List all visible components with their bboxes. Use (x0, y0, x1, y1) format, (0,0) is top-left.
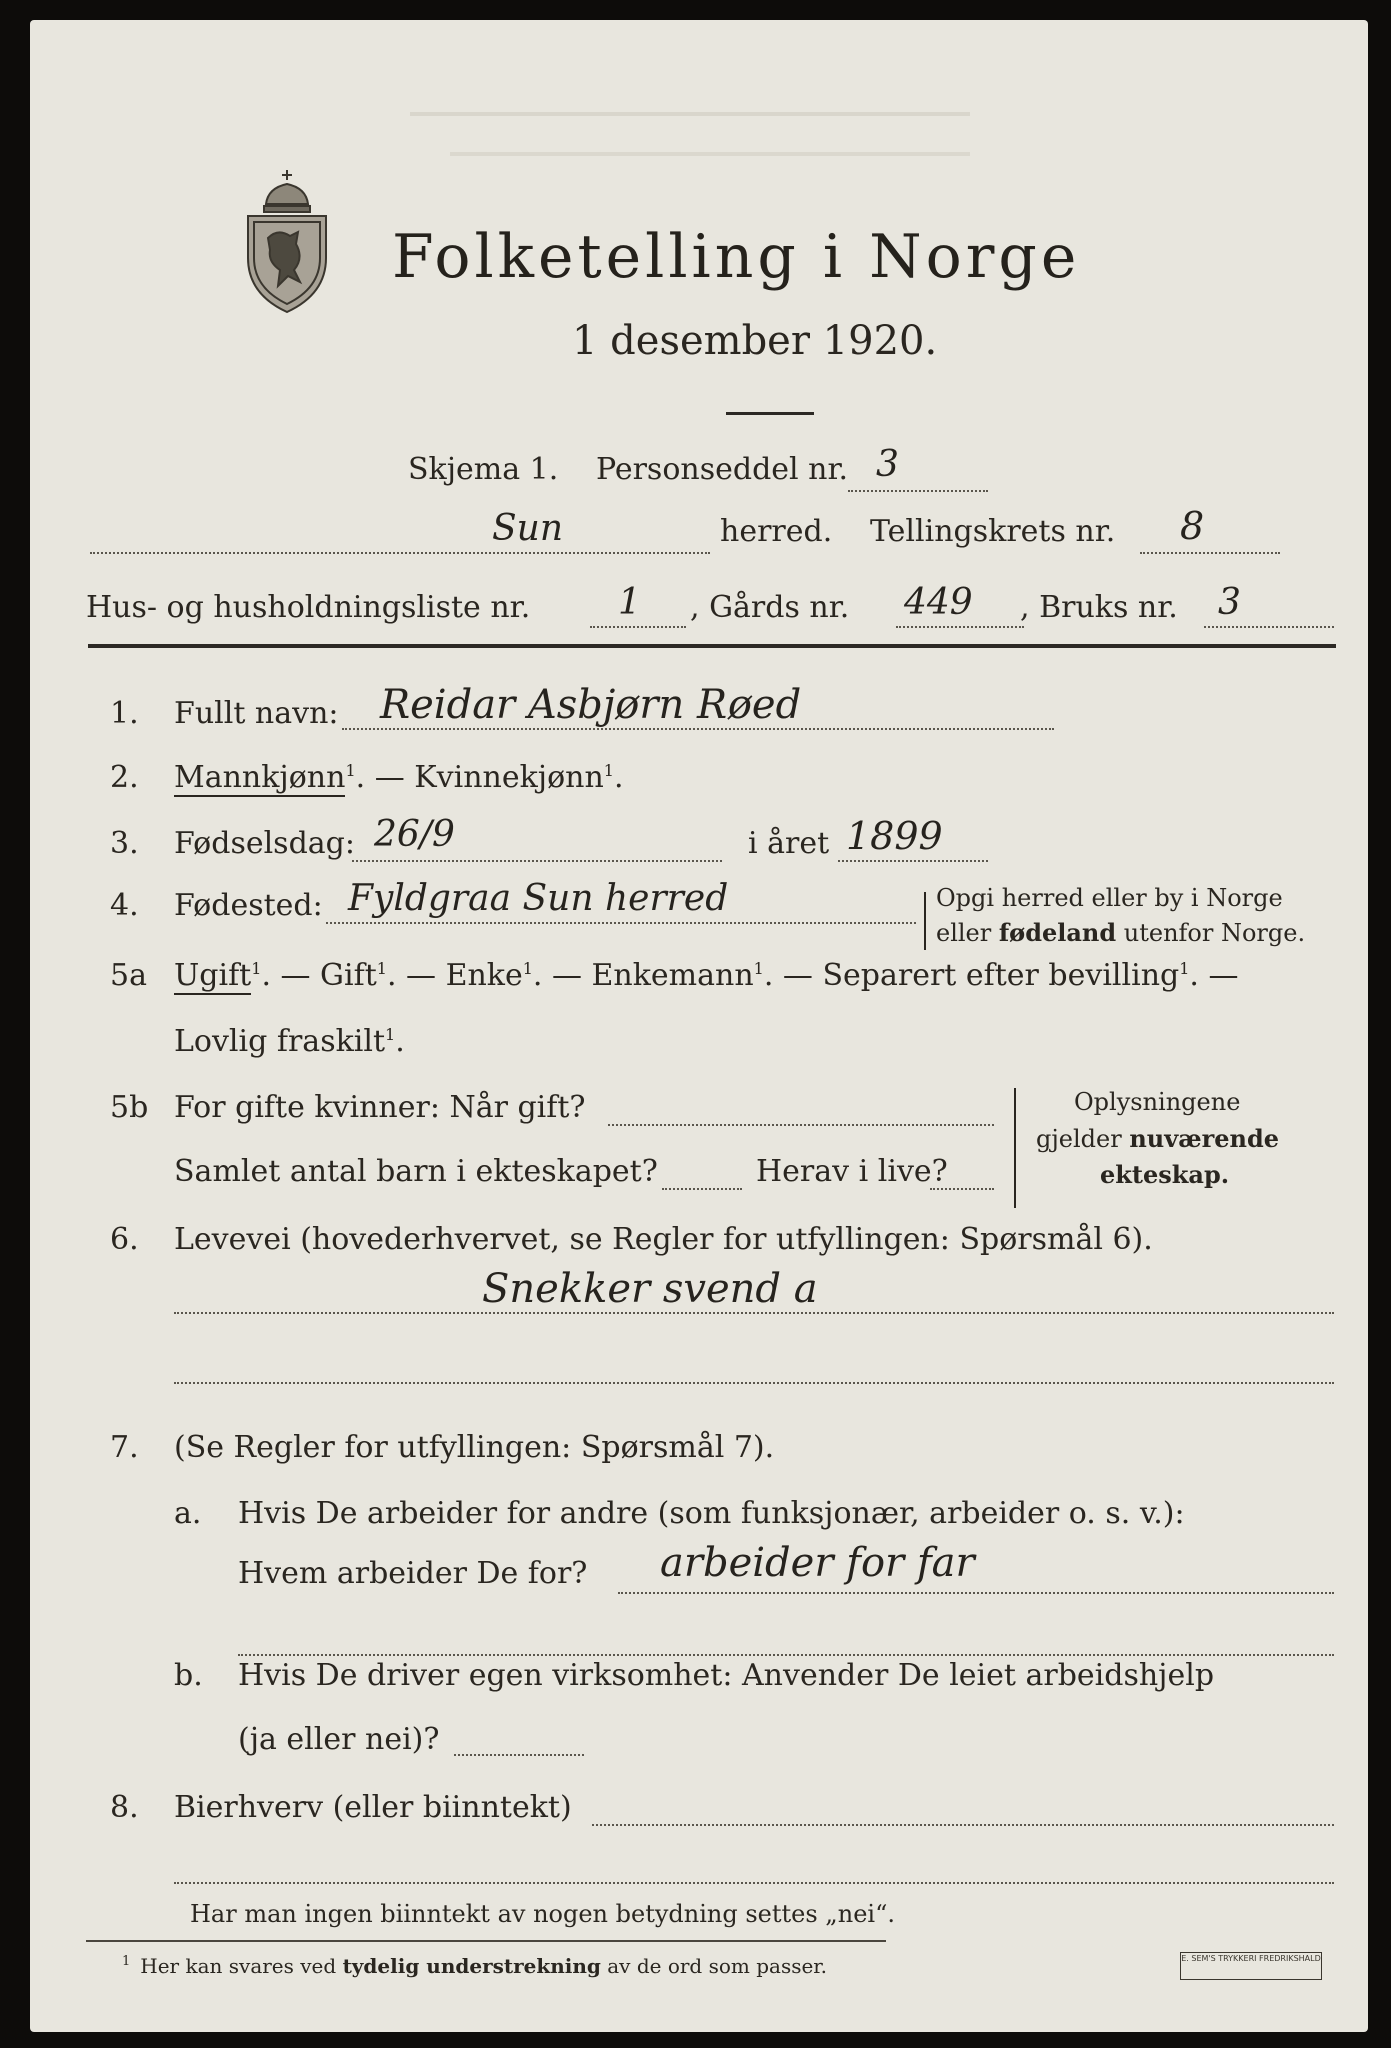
herred-value: Sun (492, 508, 564, 549)
bruks-label: , Bruks nr. (1020, 590, 1178, 625)
footnote-mark: 1 (522, 959, 533, 978)
header-rule (88, 644, 1336, 648)
q7a-question: Hvem arbeider De for? (238, 1556, 588, 1591)
q5b-note-1: Oplysningene (1074, 1088, 1241, 1116)
personseddel-value: 3 (876, 444, 899, 485)
q5b-number: 5b (110, 1090, 149, 1125)
title-divider (726, 412, 814, 415)
alive-line (930, 1188, 994, 1190)
side-income-note: Har man ingen biinntekt av nogen betydning settes „nei“. (190, 1900, 895, 1928)
occupation-value: Snekker svend a (482, 1266, 818, 1312)
q7b-question: (ja eller nei)? (238, 1722, 440, 1757)
footnote-mark: 1 (345, 761, 356, 780)
option-separert[interactable]: Separert efter bevilling (822, 958, 1180, 993)
q6-label: Levevei (hovederhvervet, se Regler for utfyllingen: Spørsmål 6). (174, 1222, 1153, 1257)
brace (1014, 1088, 1026, 1208)
separator: . — (355, 760, 415, 795)
coat-of-arms-icon (238, 166, 336, 316)
footnote-mark: 1 (753, 959, 764, 978)
herred-line (90, 552, 710, 554)
footnote-mark: 1 (1179, 959, 1190, 978)
footnote-mark: 1 (376, 959, 387, 978)
gards-line (896, 626, 1024, 628)
bruks-value: 3 (1218, 582, 1241, 623)
q7b-letter: b. (174, 1658, 203, 1693)
footnote-mark: 1 (603, 761, 614, 780)
q1-line (342, 728, 1054, 730)
q5b-children: Samlet antal barn i ekteskapet? (174, 1154, 658, 1189)
separator: . (613, 760, 624, 795)
gards-value: 449 (904, 582, 973, 623)
employer-line (618, 1592, 1334, 1594)
census-form (30, 20, 1368, 2032)
brace (924, 892, 936, 950)
q2-gender-options (174, 760, 624, 795)
employer-value: arbeider for far (660, 1540, 975, 1586)
birthplace-note-1: Opgi herred eller by i Norge (936, 884, 1283, 912)
q8-number: 8. (110, 1790, 139, 1825)
option-gift[interactable]: Gift (320, 958, 377, 993)
q8-label: Bierhverv (eller biinntekt) (174, 1790, 572, 1825)
hired-help-line (454, 1754, 584, 1756)
q7-number: 7. (110, 1430, 139, 1465)
birthday-line (352, 860, 722, 862)
bleed-through-text (410, 112, 970, 116)
employer-line-2 (238, 1654, 1334, 1656)
birth-year-value: 1899 (846, 814, 943, 858)
form-title: Folketelling i Norge (392, 222, 1081, 292)
q5b-alive: Herav i live? (756, 1154, 948, 1189)
q2-number: 2. (110, 760, 139, 795)
printer-stamp: E. SEM'S TRYKKERI FREDRIKSHALD (1180, 1952, 1322, 1980)
q7b-text: Hvis De driver egen virksomhet: Anvender De leiet arbeidshjelp (238, 1658, 1215, 1693)
tellingskrets-value: 8 (1180, 504, 1205, 548)
hus-value: 1 (618, 582, 641, 623)
marital-status-options: Ugift$^1$. — Gift$^1$. — Enke$^1$. — Enkemann$^1$. — Separert efter bevilling$^1$. — (174, 958, 1239, 993)
tellingskrets-label: Tellingskrets nr. (870, 514, 1116, 549)
q7a-text: Hvis De arbeider for andre (som funksjonær, arbeider o. s. v.): (238, 1496, 1185, 1531)
year-line (838, 860, 988, 862)
occupation-line-2 (174, 1382, 1334, 1384)
side-income-line-2 (174, 1882, 1334, 1884)
census-date: 1 desember 1920. (572, 318, 938, 364)
skjema-label: Skjema 1. (408, 452, 559, 487)
hus-line (590, 626, 686, 628)
herred-label: herred. (720, 514, 833, 549)
occupation-line-1 (174, 1312, 1334, 1314)
q6-number: 6. (110, 1222, 139, 1257)
birthplace-line (326, 922, 916, 924)
q7-label: (Se Regler for utfyllingen: Spørsmål 7). (174, 1430, 775, 1465)
q4-number: 4. (110, 888, 139, 923)
footnote-rule (86, 1940, 886, 1942)
marital-status-options-2: Lovlig fraskilt$^1$. (174, 1024, 405, 1059)
footnote-mark: 1 (251, 959, 262, 978)
gards-label: , Gårds nr. (690, 590, 850, 625)
option-lovlig-fraskilt[interactable]: Lovlig fraskilt (174, 1024, 386, 1059)
footnote: $^1$ Her kan svares ved tydelig understrekning av de ord som passer. (122, 1954, 828, 1978)
bleed-through-text (450, 152, 970, 156)
q1-number: 1. (110, 696, 139, 731)
tellingskrets-line (1140, 552, 1280, 554)
q5b-married-when: For gifte kvinner: Når gift? (174, 1090, 586, 1125)
q3-label: Fødselsdag: (174, 826, 355, 861)
bruks-line (1204, 626, 1334, 628)
hus-label: Hus- og husholdningsliste nr. (86, 590, 531, 625)
q5b-note-2: gjelder nuværende (1036, 1124, 1280, 1153)
option-kvinnekjonn[interactable]: Kvinnekjønn (414, 760, 604, 795)
q1-label: Fullt navn: (174, 696, 339, 731)
birthplace-note-2: eller fødeland utenfor Norge. (936, 918, 1306, 947)
foedeland-bold: fødeland (998, 918, 1117, 947)
married-when-line (608, 1124, 994, 1126)
option-mannkjonn[interactable]: Mannkjønn (174, 760, 346, 795)
q5a-number: 5a (110, 958, 147, 993)
side-income-line (592, 1824, 1334, 1826)
option-ugift[interactable]: Ugift (174, 958, 252, 993)
q4-label: Fødested: (174, 888, 323, 923)
personseddel-line (848, 490, 988, 492)
option-enkemann[interactable]: Enkemann (591, 958, 754, 993)
birthday-value: 26/9 (374, 814, 455, 855)
personseddel-label: Personseddel nr. (596, 452, 849, 487)
year-label: i året (748, 826, 830, 861)
children-line (662, 1188, 742, 1190)
option-enke[interactable]: Enke (445, 958, 523, 993)
q7a-letter: a. (174, 1496, 202, 1531)
birthplace-value: Fyldgraa Sun herred (348, 878, 729, 919)
full-name-value: Reidar Asbjørn Røed (380, 682, 802, 728)
q3-number: 3. (110, 826, 139, 861)
footnote-mark: 1 (385, 1025, 396, 1044)
q5b-note-3: ekteskap. (1100, 1160, 1230, 1189)
